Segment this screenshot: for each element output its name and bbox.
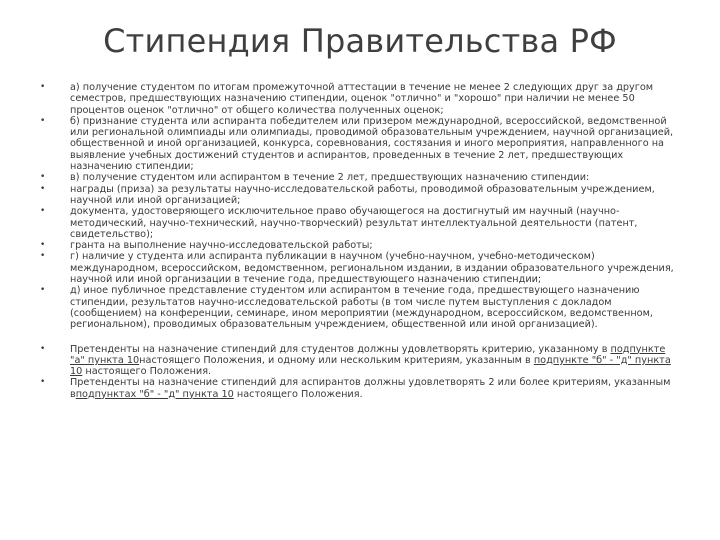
bullet-dot: •: [40, 285, 46, 296]
bullet-dot: •: [40, 115, 46, 126]
list-item: [40, 240, 680, 251]
list-item-text: в) получение студентом или аспирантом в течение 2 лет, предшествующих назначению стипендии:: [70, 172, 590, 184]
list-item: [40, 184, 680, 207]
list-item: [40, 285, 680, 330]
list-item-text: награды (приза) за результаты научно-исследовательской работы, проводимой образовательным учреждением, научной или иной организацией;: [70, 183, 655, 206]
list-item-text: д) иное публичное представление студентом или аспирантом в течение года, предшествующего назначению стипендии, результатов научно-исследовательской работы (в том числе путем выступления с докладом (сообщением) на конференции, семинаре, ином мероприятии (международном, всероссийском, ведомственном, региональном), проводимых образовательным учреждением, общественной или иной организацией).: [70, 285, 653, 331]
paragraph-text: Претенденты на назначение стипендий для студентов должны удовлетворять критерию, указанному в: [70, 343, 611, 355]
link-subpoints-b-d[interactable]: подпунктах "б" - "д" пункта 10: [75, 388, 234, 400]
list-item-postgrads: [40, 377, 680, 400]
bullet-dot: •: [40, 343, 46, 354]
bullet-dot: •: [40, 377, 46, 388]
bullet-dot: •: [40, 240, 46, 251]
list-item-text: документа, удостоверяющего исключительное право обучающегося на достигнутый им научный (научно-методический, научно-технический, научно-творческий) результат интеллектуальной деятельности (патент, свидетельство);: [70, 206, 638, 240]
list-item: [40, 251, 680, 285]
paragraph-text: Претенденты на назначение стипендий для аспирантов должны удовлетворять 2 или более критериям, указанным в: [70, 377, 671, 400]
list-item: [40, 116, 680, 172]
paragraph-text: настоящего Положения.: [233, 388, 363, 400]
list-item-students: [40, 344, 680, 378]
paragraph-text: настоящего Положения.: [82, 366, 212, 378]
link-subpoint-a[interactable]: подпункте "а" пункта 10: [70, 343, 666, 366]
list-item-text: г) наличие у студента или аспиранта публикации в научном (учебно-научном, учебно-методическом) международном, всероссийском, ведомственном, региональном издании, в издании образовательного учреждения, научной или иной организации в течение года, предшествующего назначению стипендии;: [70, 251, 674, 286]
slide-title: Стипендия Правительства РФ: [103, 22, 617, 60]
list-item: [40, 172, 680, 183]
list-item-text: б) признание студента или аспиранта победителем или призером международной, всероссийской, ведомственной или региональной олимпиады или олимпиады, проводимой образовательным учреждением, научной организацией, общественной и иной организацией, конкурса, соревнования, состязания и иного мероприятия, направленного на выявление учебных достижений студентов и аспирантов, проведенных в течение 2 лет, предшествующих назначению стипендии;: [70, 115, 674, 173]
bullet-dot: •: [40, 183, 46, 194]
link-subpoint-b-d[interactable]: подпункте "б" - "д" пункта 10: [70, 354, 671, 378]
list-item-text: а) получение студентом по итогам промежуточной аттестации в течение не менее 2 следующих друг за другом семестров, предшествующих назначению стипендии, оценок "отлично" и "хорошо" при наличии не менее 50 процентов оценок "отлично" от общего количества полученных оценок;: [70, 82, 654, 116]
list-item-text: гранта на выполнение научно-исследовательской работы;: [70, 240, 373, 252]
bullet-dot: •: [40, 206, 46, 217]
list-item: [40, 206, 680, 240]
bullet-dot: •: [40, 251, 46, 262]
bullet-dot: •: [40, 172, 46, 183]
list-item: [40, 82, 680, 116]
paragraph-text: настоящего Положения, и одному или нескольким критериям, указанным в: [139, 354, 534, 366]
bullet-list: [40, 82, 680, 400]
bullet-dot: •: [40, 82, 46, 92]
